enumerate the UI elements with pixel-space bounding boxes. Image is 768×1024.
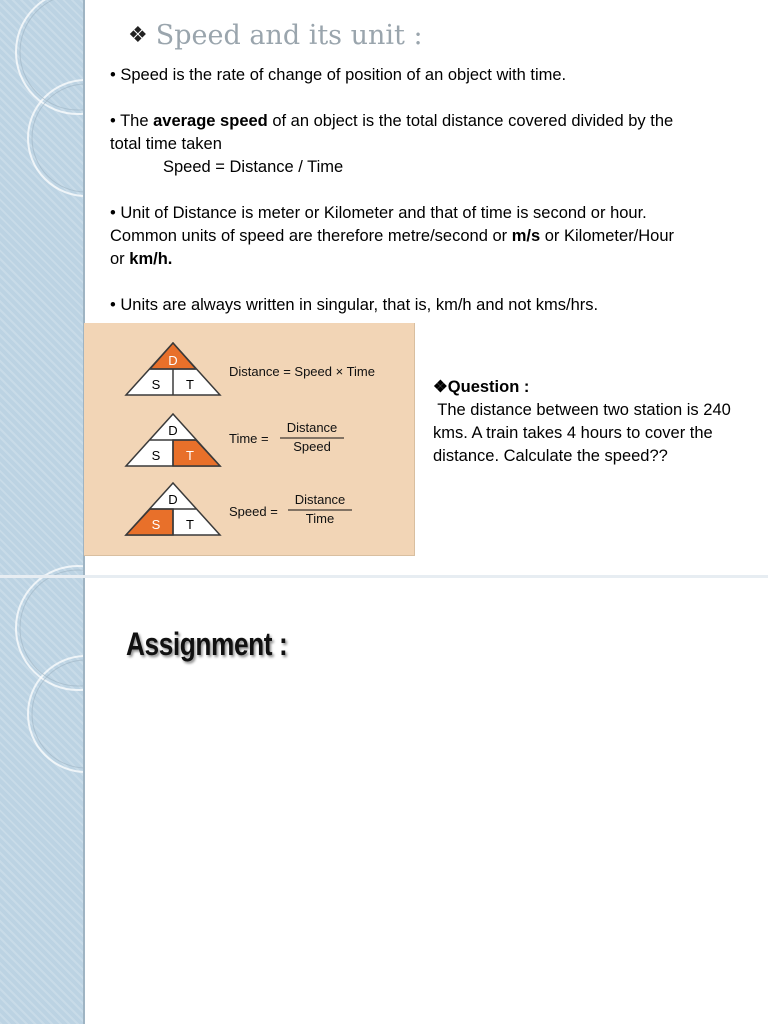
triangle3-d: D (168, 492, 178, 507)
formula-time-den: Speed (293, 439, 331, 454)
dst-triangle-diagram (84, 323, 414, 555)
bullet-units-line2: Common units of speed are therefore metre/second or m/s or Kilometer/Hour (110, 227, 675, 245)
speed-formula: Speed = Distance / Time (163, 158, 344, 176)
triangle3-t: T (186, 517, 194, 532)
title-text: Speed and its unit : (155, 20, 423, 51)
bullet-speed-definition: • Speed is the rate of change of position of an object with time. (110, 66, 567, 84)
triangle2-t: T (186, 448, 194, 463)
question-line-2: kms. A train takes 4 hours to cover the (433, 424, 713, 442)
question-line-3: distance. Calculate the speed?? (433, 447, 668, 465)
formula-speed-num: Distance (294, 492, 346, 507)
formula-distance: Distance = Speed × Time (229, 364, 375, 379)
triangle1-s: S (151, 377, 161, 392)
triangle3-s: S (151, 517, 161, 532)
assignment-title: Assignment : (126, 626, 288, 662)
triangle2-d: D (168, 423, 178, 438)
dst-triangle-panel (84, 323, 415, 556)
formula-speed-lhs: Speed = (229, 504, 278, 519)
slide-body (110, 64, 750, 317)
triangle-time (126, 414, 344, 466)
title-bullet-icon: ❖ (128, 23, 148, 48)
triangle-speed (126, 483, 352, 535)
question-block (433, 376, 763, 468)
bullet-average-speed-cont: total time taken (110, 135, 222, 153)
bullet-singular-units: • Units are always written in singular, that is, km/h and not kms/hrs. (110, 296, 599, 314)
triangle-distance (126, 343, 375, 395)
bullet-units-line3: or km/h. (110, 250, 173, 268)
ring-decoration (0, 0, 84, 1024)
average-speed-term: average speed (153, 112, 268, 130)
question-heading: ❖Question : (433, 378, 530, 396)
formula-time-num: Distance (286, 420, 338, 435)
formula-time-lhs: Time = (229, 431, 269, 446)
slide-divider (0, 575, 768, 578)
triangle1-t: T (186, 377, 194, 392)
slide-title (128, 20, 423, 51)
sidebar-decoration (0, 0, 84, 1024)
formula-speed-den: Time (305, 511, 335, 526)
triangle1-d: D (168, 353, 178, 368)
bullet-average-speed: • The average speed of an object is the total distance covered divided by the (110, 112, 674, 130)
triangle2-s: S (151, 448, 161, 463)
bullet-units: • Unit of Distance is meter or Kilometer and that of time is second or hour. (110, 204, 647, 222)
question-line-1: The distance between two station is 240 (433, 401, 731, 419)
